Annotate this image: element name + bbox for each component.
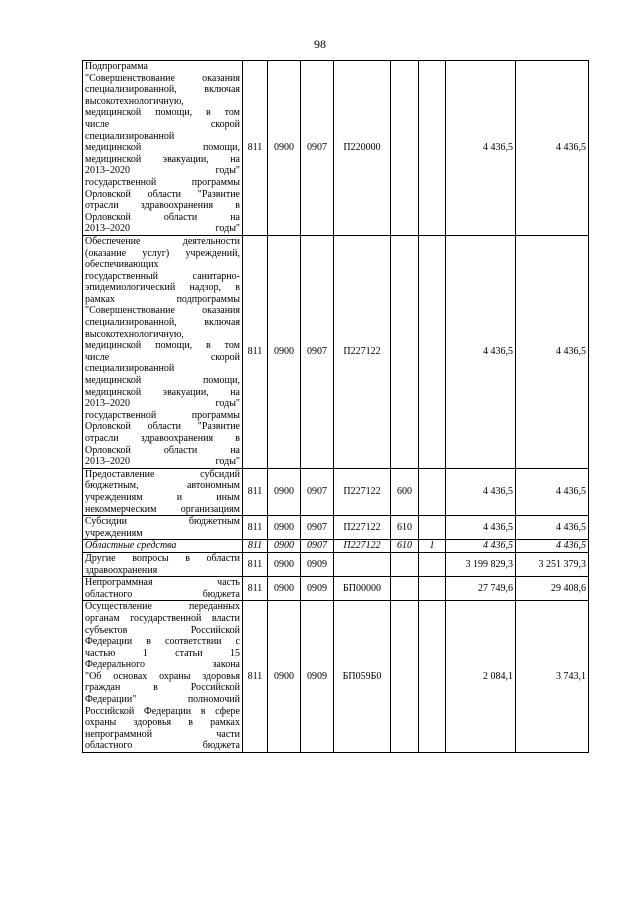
cell-subsection: 0909 xyxy=(301,577,334,601)
cell-source: 1 xyxy=(419,540,446,553)
cell-admin-code: 811 xyxy=(243,468,268,515)
cell-sum-year2: 4 436,5 xyxy=(516,61,589,236)
cell-expense-type xyxy=(391,61,419,236)
cell-subsection: 0907 xyxy=(301,516,334,540)
cell-sum-year2: 3 743,1 xyxy=(516,601,589,753)
cell-sum-year1: 4 436,5 xyxy=(446,516,516,540)
cell-sum-year1: 27 749,6 xyxy=(446,577,516,601)
cell-section: 0900 xyxy=(268,516,301,540)
cell-source xyxy=(419,601,446,753)
cell-sum-year1: 4 436,5 xyxy=(446,468,516,515)
cell-section: 0900 xyxy=(268,601,301,753)
cell-source xyxy=(419,235,446,468)
cell-description: Обеспечение деятельности (оказание услуг) учреждений, обеспечивающих государственный санитарно- эпидемиологический надзор, в рамках подпрограммы "Совершенствование оказания специализированной, включая высокотехнологичную, медицинской помощи, в том числе скорой специализированной медицинской помощи, медицинской эвакуации, на 2013–2020 годы" государственной программы Орловской области "Развитие отрасли здравоохранения в Орловской области на 2013–2020 годы" xyxy=(83,235,243,468)
cell-description: Субсидии бюджетным учреждениям xyxy=(83,516,243,540)
table-row xyxy=(83,61,589,236)
cell-section: 0900 xyxy=(268,577,301,601)
table-row xyxy=(83,577,589,601)
cell-description: Осуществление переданных органам государственной власти субъектов Российской Федерации в соответствии с частью 1 статьи 15 Федерального закона "Об основах охраны здоровья граждан в Российской Федерации" полномочий Российской Федерации в сфере охраны здоровья в рамках непрограммной части областного бюджета xyxy=(83,601,243,753)
cell-target-article: П227122 xyxy=(334,516,391,540)
table-row xyxy=(83,516,589,540)
cell-subsection: 0909 xyxy=(301,552,334,576)
cell-description: Предоставление субсидий бюджетным, автономным учреждениям и иным некоммерческим организациям xyxy=(83,468,243,515)
cell-target-article: П227122 xyxy=(334,540,391,553)
cell-section: 0900 xyxy=(268,540,301,553)
cell-expense-type xyxy=(391,552,419,576)
cell-subsection: 0907 xyxy=(301,468,334,515)
cell-expense-type: 610 xyxy=(391,540,419,553)
table-row xyxy=(83,468,589,515)
cell-admin-code: 811 xyxy=(243,601,268,753)
page-number: 98 xyxy=(314,37,326,51)
cell-source xyxy=(419,468,446,515)
cell-description: Областные средства xyxy=(83,540,243,553)
cell-subsection: 0907 xyxy=(301,235,334,468)
cell-section: 0900 xyxy=(268,61,301,236)
table-row xyxy=(83,235,589,468)
cell-expense-type xyxy=(391,577,419,601)
cell-admin-code: 811 xyxy=(243,61,268,236)
cell-sum-year2: 3 251 379,3 xyxy=(516,552,589,576)
cell-expense-type: 600 xyxy=(391,468,419,515)
cell-admin-code: 811 xyxy=(243,516,268,540)
cell-section: 0900 xyxy=(268,468,301,515)
cell-sum-year1: 4 436,5 xyxy=(446,540,516,553)
cell-admin-code: 811 xyxy=(243,552,268,576)
cell-target-article: П227122 xyxy=(334,235,391,468)
cell-description: Другие вопросы в области здравоохранения xyxy=(83,552,243,576)
cell-sum-year2: 4 436,5 xyxy=(516,540,589,553)
cell-section: 0900 xyxy=(268,552,301,576)
cell-target-article: БП00000 xyxy=(334,577,391,601)
cell-target-article xyxy=(334,552,391,576)
table-row xyxy=(83,552,589,576)
cell-expense-type xyxy=(391,601,419,753)
cell-target-article: П220000 xyxy=(334,61,391,236)
cell-source xyxy=(419,61,446,236)
cell-subsection: 0907 xyxy=(301,61,334,236)
cell-subsection: 0907 xyxy=(301,540,334,553)
cell-admin-code: 811 xyxy=(243,577,268,601)
cell-sum-year1: 4 436,5 xyxy=(446,61,516,236)
cell-target-article: БП059Б0 xyxy=(334,601,391,753)
cell-admin-code: 811 xyxy=(243,540,268,553)
cell-source xyxy=(419,577,446,601)
cell-description: Непрограммная часть областного бюджета xyxy=(83,577,243,601)
cell-sum-year2: 4 436,5 xyxy=(516,468,589,515)
cell-sum-year1: 3 199 829,3 xyxy=(446,552,516,576)
cell-admin-code: 811 xyxy=(243,235,268,468)
cell-sum-year2: 4 436,5 xyxy=(516,516,589,540)
cell-target-article: П227122 xyxy=(334,468,391,515)
cell-expense-type: 610 xyxy=(391,516,419,540)
budget-table xyxy=(82,60,589,753)
cell-sum-year1: 2 084,1 xyxy=(446,601,516,753)
cell-sum-year1: 4 436,5 xyxy=(446,235,516,468)
cell-sum-year2: 4 436,5 xyxy=(516,235,589,468)
cell-source xyxy=(419,552,446,576)
table-row xyxy=(83,540,589,553)
cell-sum-year2: 29 408,6 xyxy=(516,577,589,601)
cell-source xyxy=(419,516,446,540)
cell-expense-type xyxy=(391,235,419,468)
cell-description: Подпрограмма "Совершенствование оказания специализированной, включая высокотехнологичную, медицинской помощи, в том числе скорой специализированной медицинской помощи, медицинской эвакуации, на 2013–2020 годы" государственной программы Орловской области "Развитие отрасли здравоохранения в Орловской области на 2013–2020 годы" xyxy=(83,61,243,236)
cell-section: 0900 xyxy=(268,235,301,468)
cell-subsection: 0909 xyxy=(301,601,334,753)
table-row xyxy=(83,601,589,753)
